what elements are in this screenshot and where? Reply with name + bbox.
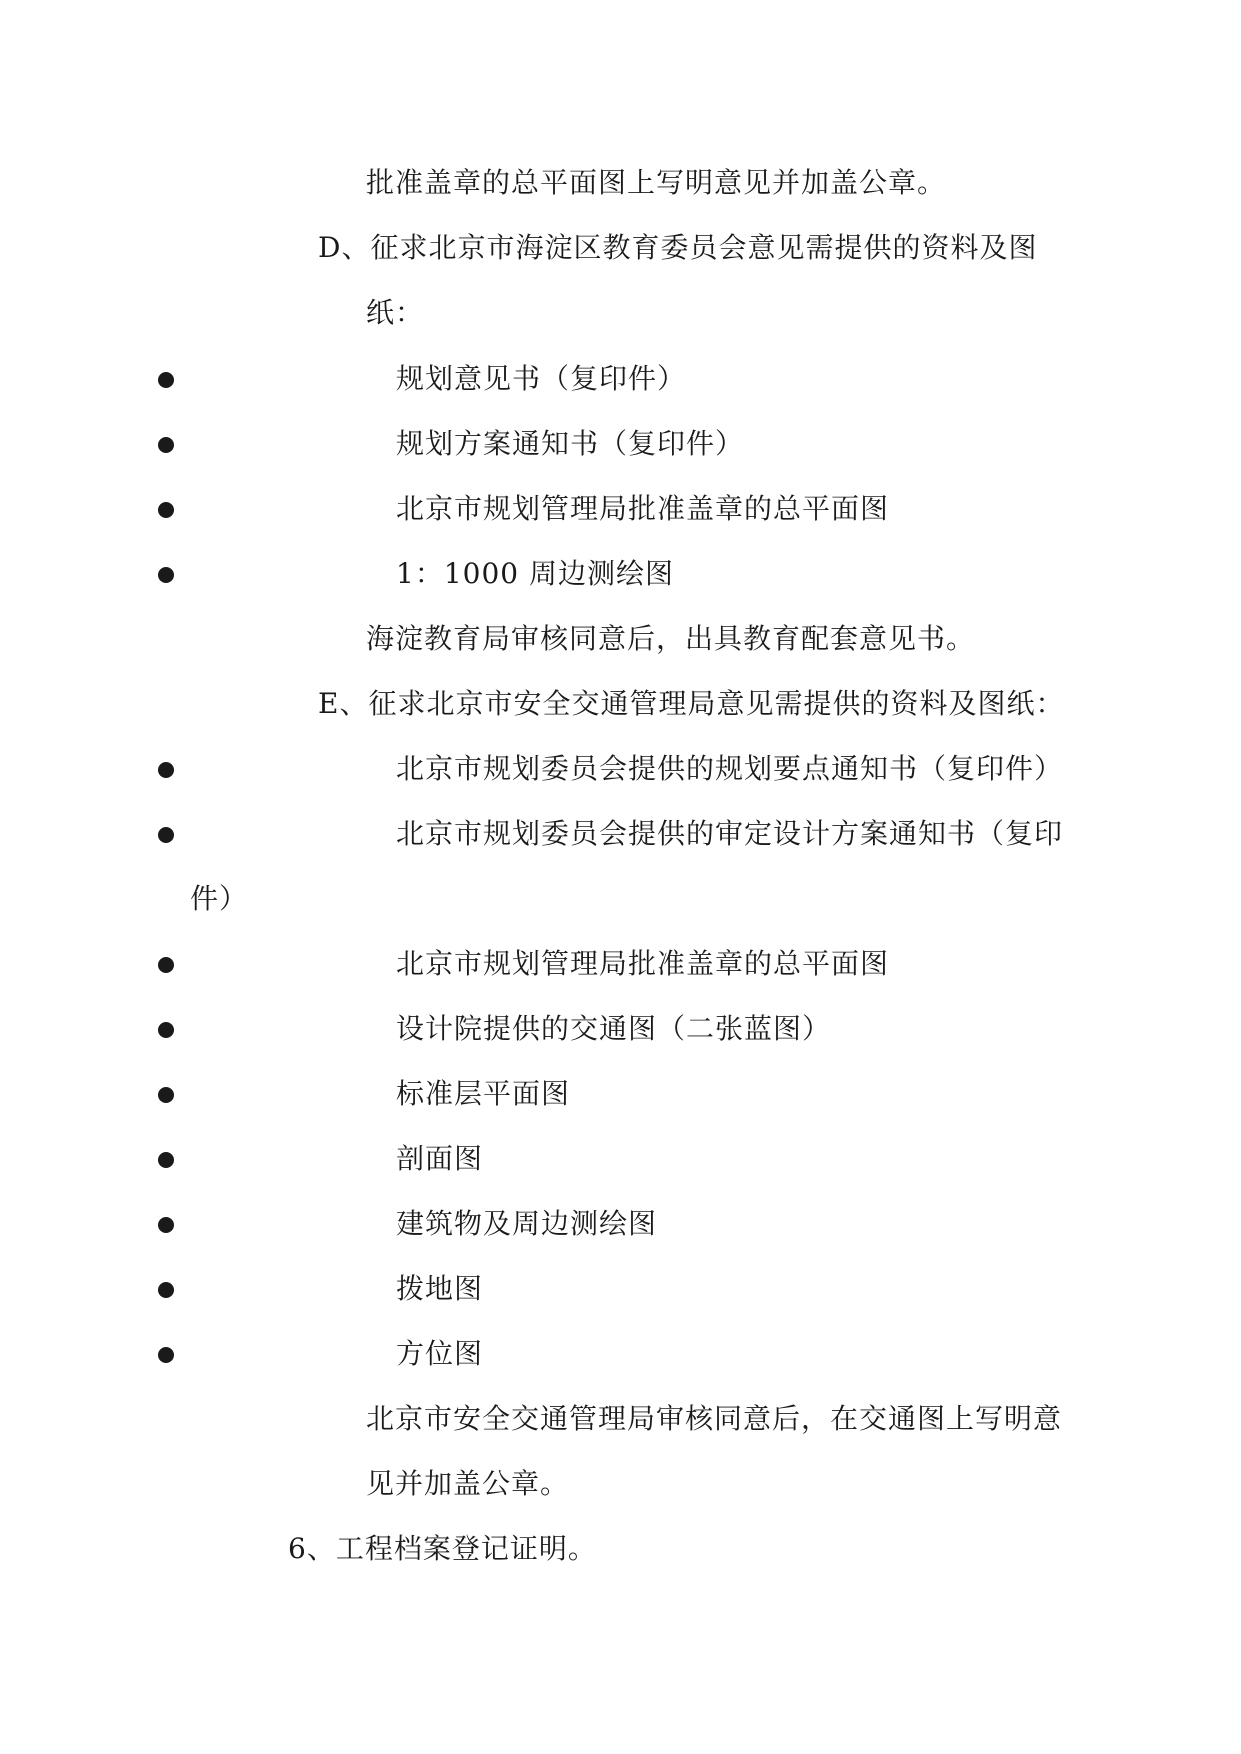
- list-item: 北京市规划委员会提供的规划要点通知书（复印件）: [396, 752, 1064, 785]
- list-item: 北京市规划委员会提供的审定设计方案通知书（复印: [396, 817, 1064, 850]
- bullet-icon: [158, 1087, 174, 1103]
- paragraph-line: 见并加盖公章。: [366, 1467, 570, 1500]
- section-heading-d: D、征求北京市海淀区教育委员会意见需提供的资料及图: [318, 231, 1038, 264]
- bullet-icon: [158, 372, 174, 388]
- list-item: 方位图: [396, 1337, 484, 1370]
- bullet-icon: [158, 1152, 174, 1168]
- list-item: 设计院提供的交通图（二张蓝图）: [396, 1012, 832, 1045]
- list-item: 剖面图: [396, 1142, 484, 1175]
- bullet-icon: [158, 1022, 174, 1038]
- section-heading-6: 6、工程档案登记证明。: [288, 1532, 597, 1565]
- bullet-icon: [158, 567, 174, 583]
- section-heading-e: E、征求北京市安全交通管理局意见需提供的资料及图纸：: [318, 687, 1065, 720]
- bullet-icon: [158, 957, 174, 973]
- list-item: 规划意见书（复印件）: [396, 362, 687, 395]
- bullet-icon: [158, 1347, 174, 1363]
- list-item: 拨地图: [396, 1272, 484, 1305]
- bullet-icon: [158, 502, 174, 518]
- list-item-continuation: 件）: [190, 882, 249, 915]
- bullet-icon: [158, 1217, 174, 1233]
- list-item: 规划方案通知书（复印件）: [396, 427, 745, 460]
- paragraph-line: 海淀教育局审核同意后，出具教育配套意见书。: [366, 622, 976, 655]
- list-item: 1：1000 周边测绘图: [396, 557, 674, 590]
- list-item: 建筑物及周边测绘图: [396, 1207, 658, 1240]
- list-item: 标准层平面图: [396, 1077, 571, 1110]
- bullet-icon: [158, 827, 174, 843]
- paragraph-line: 批准盖章的总平面图上写明意见并加盖公章。: [366, 166, 947, 199]
- paragraph-line: 纸：: [366, 296, 425, 329]
- list-item: 北京市规划管理局批准盖章的总平面图: [396, 492, 890, 525]
- bullet-icon: [158, 762, 174, 778]
- list-item: 北京市规划管理局批准盖章的总平面图: [396, 947, 890, 980]
- paragraph-line: 北京市安全交通管理局审核同意后，在交通图上写明意: [366, 1402, 1063, 1435]
- bullet-icon: [158, 1282, 174, 1298]
- bullet-icon: [158, 437, 174, 453]
